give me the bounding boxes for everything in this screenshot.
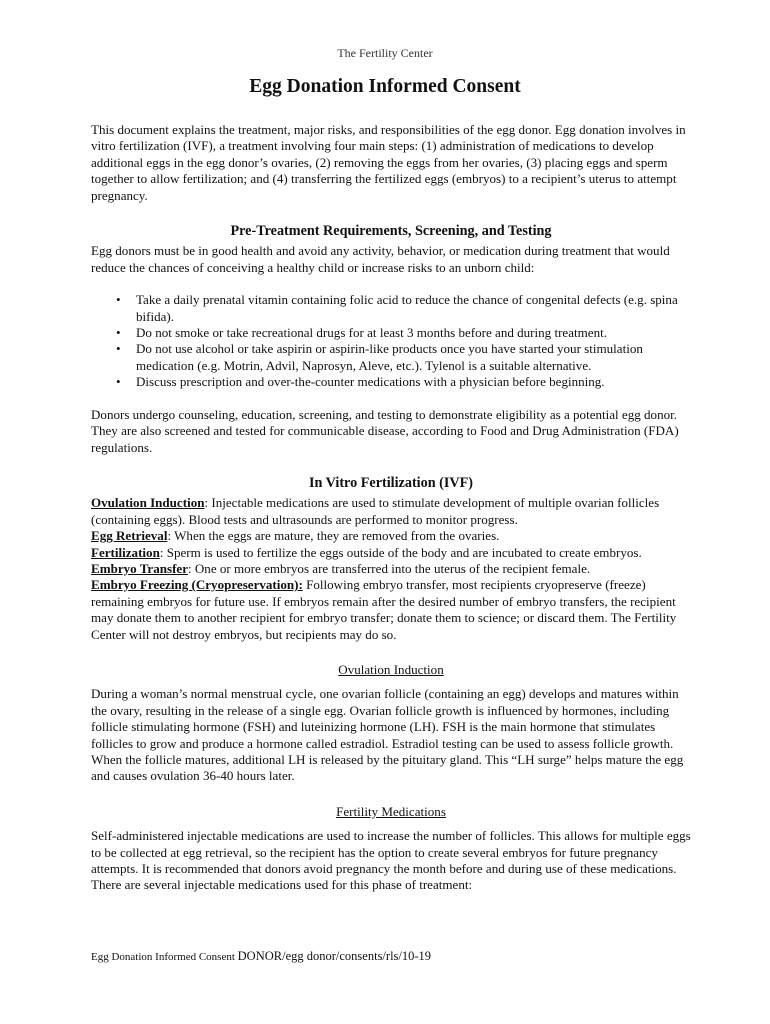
definition-term: Embryo Freezing (Cryopreservation): (91, 577, 303, 593)
definition-text: One or more embryos are transferred into the uterus of the recipient female. (191, 560, 591, 576)
definition-term: Ovulation Induction (91, 495, 205, 511)
ivf-definitions (91, 495, 691, 643)
ovulation-induction-paragraph: During a woman’s normal menstrual cycle, one ovarian follicle (containing an egg) develops and matures within the ovary, resulting in the release of a single egg. Ovarian follicle growth is influenced by hormones, including follicle stimulating hormone (FSH) and luteinizing hormone (LH). FSH is the main hormone that stimulates follicles to grow and produce a hormone called estradiol. Estradiol testing can be used to assess follicle growth. When the follicle matures, additional LH is released by the pituitary gland. This “LH surge” helps mature the egg and causes ovulation 36-40 hours later. (91, 686, 684, 784)
footer-label: Egg Donation Informed Consent (91, 951, 238, 963)
fertility-medications-heading: Fertility Medications (336, 803, 446, 819)
list-item-text: Do not smoke or take recreational drugs for at least 3 months before and during treatment. (136, 325, 607, 341)
list-item-text: Do not use alcohol or take aspirin or aspirin-like products once you have started your stimulation medication (e.g. Motrin, Advil, Naprosyn, Aleve, etc.). Tylenol is a suitable alternative. (136, 341, 643, 373)
definition-colon: : (159, 544, 164, 560)
definition-text: Sperm is used to fertilize the eggs outside of the body and are incubated to create embryos. (163, 544, 642, 560)
bullet-icon: • (116, 341, 121, 357)
definition-term: Egg Retrieval (91, 528, 168, 544)
document-title: Egg Donation Informed Consent (249, 76, 521, 97)
definition-colon: : (204, 495, 209, 511)
fertility-medications-paragraph: Self-administered injectable medications are used to increase the number of follicles. This allows for multiple eggs to be collected at egg retrieval, so the recipient has the option to create several embryos for future pregnancy attempts. It is recommended that donors avoid pregnancy the month before and during use of these medications. There are several injectable medications used for this phase of treatment: (91, 828, 691, 893)
pre-treatment-heading: Pre-Treatment Requirements, Screening, and Testing (230, 223, 552, 240)
definition-colon: : (188, 560, 192, 576)
page-footer (91, 949, 431, 964)
bullet-icon: • (116, 292, 121, 308)
bullet-icon: • (116, 325, 121, 341)
requirements-list (91, 292, 691, 390)
ovulation-induction-heading: Ovulation Induction (338, 661, 444, 677)
list-item (91, 292, 691, 325)
page-header: The Fertility Center (337, 46, 433, 60)
definition-text: When the eggs are mature, they are removed from the ovaries. (171, 528, 500, 544)
list-item (91, 325, 691, 341)
footer-document-code: DONOR/egg donor/consents/rls/10-19 (237, 949, 432, 963)
document-body (91, 122, 691, 894)
list-item (91, 374, 691, 390)
bullet-icon: • (116, 374, 121, 390)
definition-colon: : (167, 528, 172, 544)
definition-text: Following embryo transfer, most recipients cryopreserve (freeze) remaining embryos for future use. If embryos remain after the desired number of embryo transfers, the recipient may donate them to another recipient for embryo transfer; donate them to science; or discard them. The Fertility Center will not destroy embryos, but recipients may do so. (91, 577, 677, 642)
definition-term: Embryo Transfer (91, 560, 188, 576)
list-item (91, 341, 691, 374)
ivf-heading: In Vitro Fertilization (IVF) (308, 474, 474, 491)
intro-paragraph: This document explains the treatment, major risks, and responsibilities of the egg donor. Egg donation involves in vitro fertilization (IVF), a treatment involving four main steps: (1) administration of medications to develop additional eggs in the egg donor’s ovaries, (2) removing the eggs from her ovaries, (3) placing eggs and sperm together to allow fertilization; and (4) transferring the fertilized eggs (embryos) to a recipient’s uterus to attempt pregnancy. (91, 122, 686, 203)
list-item-text: Discuss prescription and over-the-counter medications with a physician before beginning. (136, 374, 605, 390)
definition-term: Fertilization (91, 544, 160, 560)
pre-treatment-lead: Egg donors must be in good health and avoid any activity, behavior, or medication during treatment that would reduce the chances of conceiving a healthy child or increase risks to an unborn child: (91, 243, 670, 275)
screening-paragraph: Donors undergo counseling, education, screening, and testing to demonstrate eligibility as a potential egg donor. They are also screened and tested for communicable disease, according to Food and Drug Administration (FDA) regulations. (91, 406, 679, 455)
list-item-text: Take a daily prenatal vitamin containing folic acid to reduce the chance of congenital defects (e.g. spina bifida). (136, 292, 678, 324)
definition-text: Injectable medications are used to stimulate development of multiple ovarian follicles (containing eggs). Blood tests and ultrasounds are performed to monitor progress. (91, 495, 660, 527)
